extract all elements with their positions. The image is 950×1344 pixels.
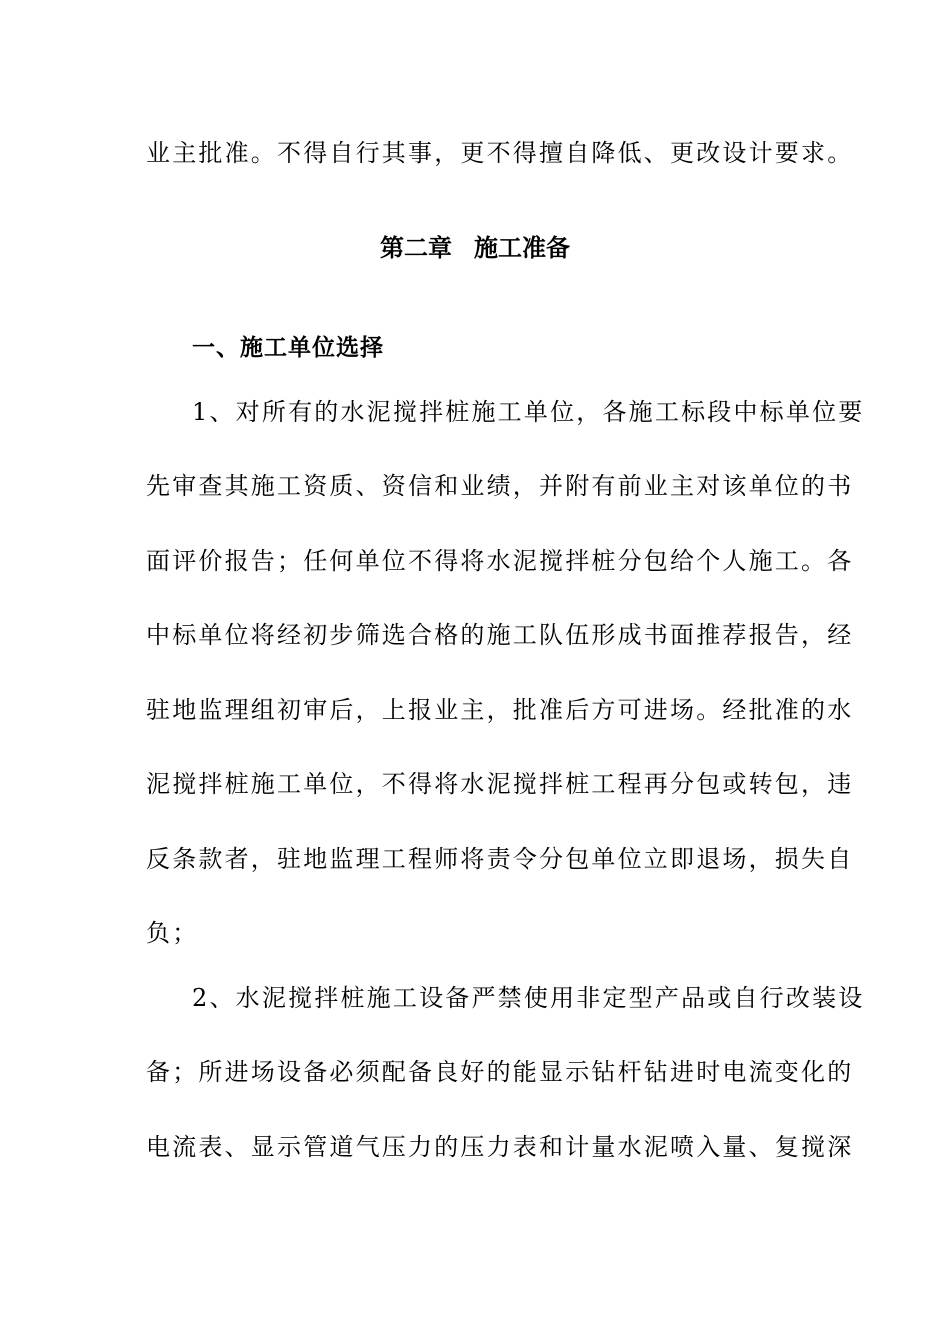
- paragraph-line: 面评价报告；任何单位不得将水泥搅拌桩分包给个人施工。各: [146, 547, 854, 575]
- paragraph-line: 负；: [146, 919, 199, 947]
- paragraph-line: 中标单位将经初步筛选合格的施工队伍形成书面推荐报告，经: [146, 621, 854, 649]
- paragraph-line: 电流表、显示管道气压力的压力表和计量水泥喷入量、复搅深: [146, 1133, 854, 1161]
- paragraph-line: 2、水泥搅拌桩施工设备严禁使用非定型产品或自行改装设: [192, 984, 865, 1012]
- paragraph-line: 泥搅拌桩施工单位，不得将水泥搅拌桩工程再分包或转包，违: [146, 770, 854, 798]
- paragraph-line: 备；所进场设备必须配备良好的能显示钻杆钻进时电流变化的: [146, 1058, 854, 1086]
- continuation-line: 业主批准。不得自行其事，更不得擅自降低、更改设计要求。: [146, 139, 854, 167]
- chapter-heading: [0, 233, 950, 263]
- paragraph-line: 先审查其施工资质、资信和业绩，并附有前业主对该单位的书: [146, 472, 854, 500]
- paragraph-line: 反条款者，驻地监理工程师将责令分包单位立即退场，损失自: [146, 845, 854, 873]
- chapter-title: 施工准备: [474, 234, 570, 262]
- section-heading: 一、施工单位选择: [192, 335, 384, 361]
- chapter-number: 第二章: [380, 234, 452, 262]
- paragraph-line: 驻地监理组初审后，上报业主，批准后方可进场。经批准的水: [146, 696, 854, 724]
- paragraph-line: 1、对所有的水泥搅拌桩施工单位，各施工标段中标单位要: [192, 398, 865, 426]
